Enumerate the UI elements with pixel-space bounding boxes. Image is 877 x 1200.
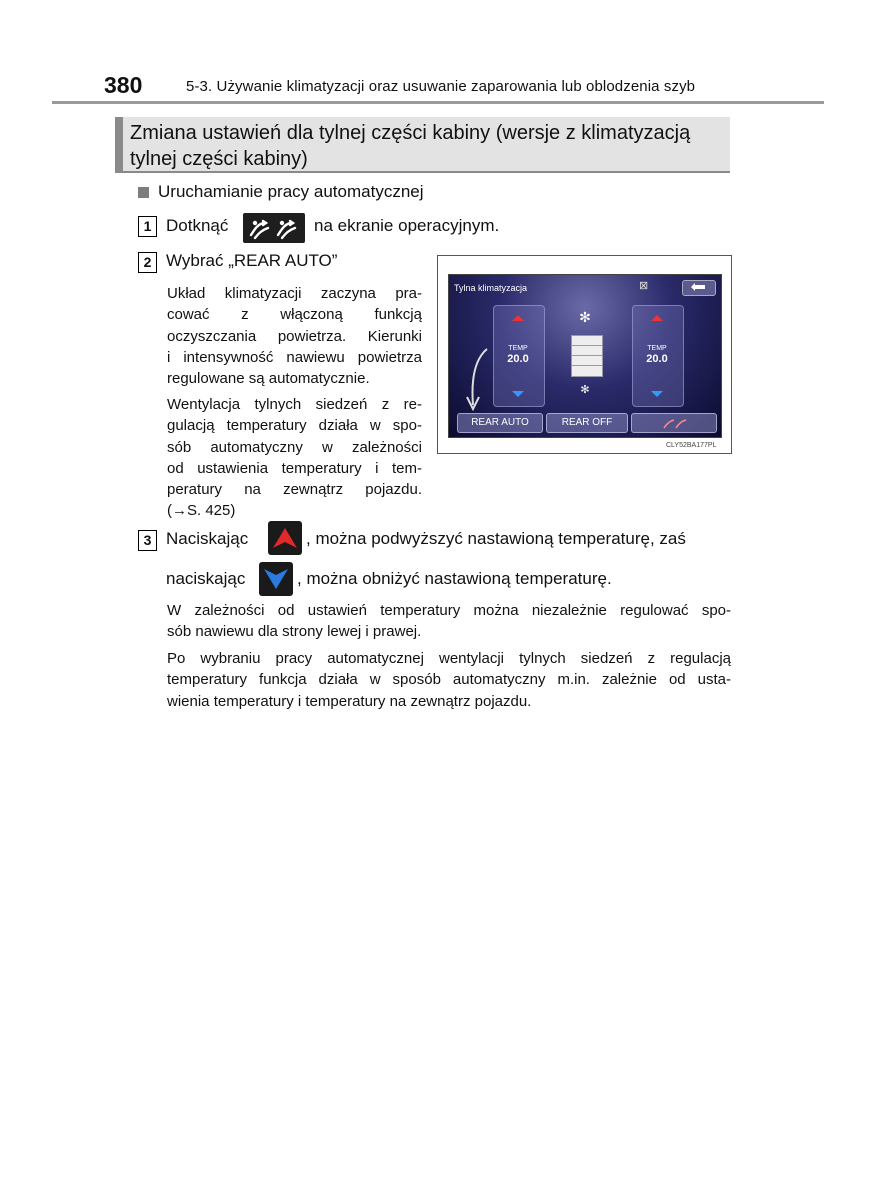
text-line: oczyszczania powietrza. Kierunki — [167, 327, 422, 345]
text-line: cować z włączoną funkcją — [167, 306, 422, 324]
fan-down-icon[interactable]: ✻ — [580, 384, 590, 396]
back-button[interactable] — [682, 280, 716, 296]
left-temp-label: TEMP — [508, 345, 528, 352]
right-temp-up-button[interactable] — [651, 315, 663, 321]
figure-code: CLY52BA177PL — [666, 442, 717, 449]
text-line: wienia temperatury i temperatury na zewnątrz pojazdu. — [167, 692, 532, 710]
screen-title: Tylna klimatyzacja — [454, 283, 528, 293]
text-line: regulowane są automatycznie. — [167, 370, 370, 388]
text-line: Układ klimatyzacji zaczyna pra- — [167, 285, 422, 302]
text-line: (→S. 425) — [167, 502, 236, 520]
section-title-line1: Zmiana ustawień dla tylnej części kabiny (wersje z klimatyzacją — [130, 122, 691, 144]
step-3-line2-before: naciskając — [166, 569, 246, 588]
rear-airflow-icon — [243, 213, 305, 243]
fan-level-divider — [571, 365, 603, 366]
chapter-title: 5-3. Używanie klimatyzacji oraz usuwanie zaparowania lub oblodzenia szyb — [186, 78, 696, 95]
page-number: 380 — [104, 72, 143, 98]
step-3-before: Naciskając — [166, 529, 249, 548]
left-temp-down-button[interactable] — [512, 391, 524, 397]
right-temp-value: 20.0 — [646, 353, 668, 365]
fan-level-bar — [571, 335, 603, 377]
right-temp-label: TEMP — [647, 345, 667, 352]
subheading-square-icon — [138, 187, 149, 198]
text-line: temperatury funkcja działa w sposób automatyczny m.in. zależnie od usta- — [167, 671, 731, 689]
step-3-paragraph-2 — [167, 648, 731, 712]
text-line: W zależności od ustawień temperatury można niezależnie regulować spo- — [167, 602, 731, 619]
temp-down-arrow-icon — [259, 562, 293, 596]
step-1-after: na ekranie operacyjnym. — [314, 216, 500, 235]
left-temp-up-button[interactable] — [512, 315, 524, 321]
text-line: i intensywność nawiewu powietrza — [167, 348, 422, 366]
section-title — [130, 120, 730, 172]
pointer-arrow-icon — [457, 345, 497, 415]
step-3-number: 3 — [138, 530, 157, 551]
step-2-paragraph-2 — [167, 394, 422, 522]
text-line: sób nawiewu dla strony lewej i prawej. — [167, 623, 422, 641]
text-line: peratury na zewnątrz pojazdu. — [167, 481, 422, 499]
step-2-number: 2 — [138, 252, 157, 273]
text-line: Po wybraniu pracy automatycznej wentylacji tylnych siedzeń z regulacją — [167, 650, 731, 667]
step-2-text: Wybrać „REAR AUTO” — [166, 251, 338, 270]
rear-auto-button[interactable]: REAR AUTO — [457, 413, 543, 433]
text-line: Wentylacja tylnych siedzeń z re- — [167, 396, 422, 413]
step-1-before: Dotknąć — [166, 216, 229, 235]
subheading: Uruchamianie pracy automatycznej — [158, 182, 424, 201]
fan-level-divider — [571, 355, 603, 356]
fan-level-divider — [571, 345, 603, 346]
step-3-paragraph-1 — [167, 600, 731, 643]
text-line: gulacją temperatury działa w spo- — [167, 417, 422, 435]
step-2-paragraph-1 — [167, 283, 422, 389]
text-line: od ustawienia temperatury i tem- — [167, 459, 422, 477]
fan-up-icon[interactable]: ✻ — [579, 309, 591, 325]
left-temp-value: 20.0 — [507, 353, 529, 365]
section-heading-bar — [115, 117, 123, 173]
rear-off-button[interactable]: REAR OFF — [546, 413, 628, 433]
screen-off-icon[interactable]: ⊠ — [639, 280, 649, 292]
section-title-line2: tylnej części kabiny) — [130, 148, 308, 170]
temp-up-arrow-icon — [268, 521, 302, 555]
step-1-number: 1 — [138, 216, 157, 237]
header-rule — [52, 101, 824, 104]
step-3-after: , można podwyższyć nastawioną temperaturę, zaś — [306, 529, 686, 548]
rear-climate-screen — [448, 274, 722, 438]
right-temp-down-button[interactable] — [651, 391, 663, 397]
text-line: sób automatyczny w zależności — [167, 438, 422, 456]
step-3-line2-after: , można obniżyć nastawioną temperaturę. — [297, 569, 612, 588]
airflow-mode-button[interactable] — [631, 413, 717, 433]
